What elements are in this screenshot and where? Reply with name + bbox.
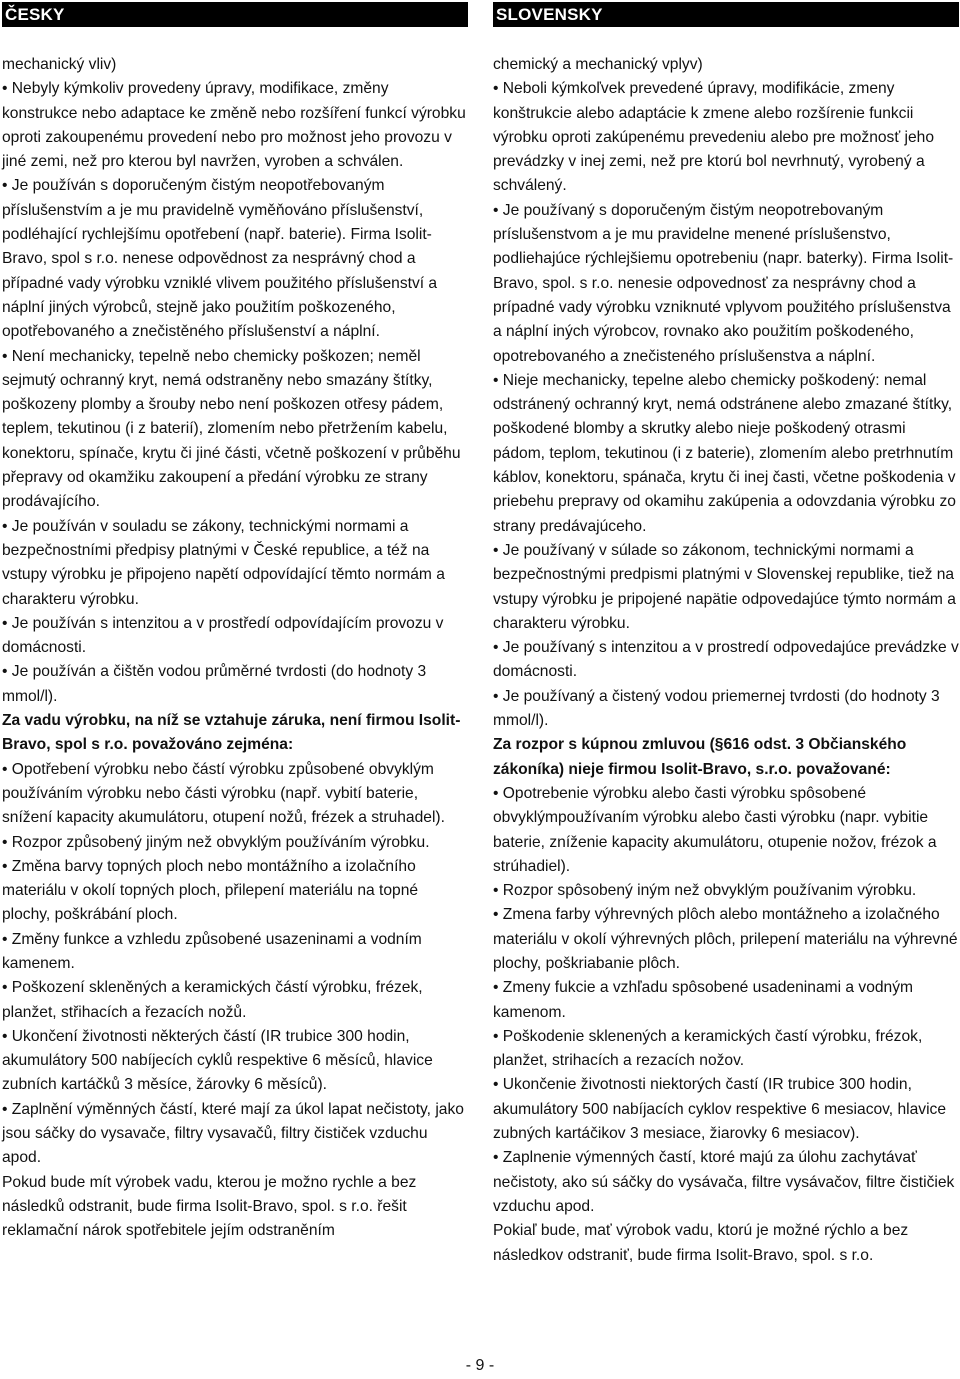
page-number: - 9 - <box>465 1357 495 1374</box>
slovak-paragraph: • Rozpor spôsobený iným než obvyklým používanim výrobku. <box>493 882 917 900</box>
slovak-header: SLOVENSKY <box>493 2 959 27</box>
czech-paragraph: • Nebyly kýmkoliv provedeny úpravy, modifikace, změny konstrukce nebo adaptace ke změně nebo rozšíření funkcí výrobku oproti zakoupenému provedení nebo pro možnost jeho provozu v jiné zemi, než pro kterou byl navržen, vyroben a schválen. <box>2 80 466 171</box>
slovak-paragraph: • Zmeny fukcie a vzhľadu spôsobené usadeninami a vodným kamenom. <box>493 979 914 1021</box>
czech-paragraph: • Je používán a čištěn vodou průměrné tvrdosti (do hodnoty 3 mmol/l). <box>2 663 427 705</box>
slovak-paragraph: • Je používaný s doporučeným čistým neopotrebovaným príslušenstvom a je mu pravidelne menené príslušenstvo, podliehajúce rýchlejšiemu opotrebeniu (napr. baterky). Firma Isolit-Bravo, spol. s r.o. nenesie odpovednosť za nesprávny chod a prípadné vady výrobku vzniknuté vplyvom použitého príslušenstva a náplní iných výrobcov, rovnako ako použitím poškodeného, opotrebovaného a znečisteného príslušenstva a náplní. <box>493 201 954 365</box>
czech-column <box>2 2 468 1244</box>
slovak-paragraph: • Ukončenie životnosti niektorých častí (IR trubice 300 hodin, akumulátory 500 nabíjacích cyklov respektive 6 mesiacov, hlavice zubných kartáčikov 3 mesiace, žiarovky 6 mesiacov). <box>493 1076 947 1143</box>
slovak-paragraph: • Poškodenie sklenených a keramických častí výrobku, frézok, planžet, strihacích a rezacích nožov. <box>493 1027 923 1070</box>
czech-paragraph: • Je používán s intenzitou a v prostředí odpovídajícím provozu v domácnosti. <box>2 614 444 657</box>
slovak-paragraph: • Je používaný a čistený vodou priemernej tvrdosti (do hodnoty 3 mmol/l). <box>493 687 940 730</box>
slovak-column <box>493 2 959 1268</box>
czech-paragraph: • Zaplnění výměnných částí, které mají za úkol lapat nečistoty, jako jsou sáčky do vysavače, filtry vysavačů, filtry čističek vzduchu apod. <box>2 1100 464 1167</box>
czech-paragraph: mechanický vliv) <box>2 56 117 73</box>
czech-paragraph: • Změna barvy topných ploch nebo montážního a izolačního materiálu v okolí topných ploch, přilepení materiálu na topné plochy, poškrábání ploch. <box>2 857 419 924</box>
slovak-paragraph: • Je používaný s intenzitou a v prostredí odpovedajúce prevádzke v domácnosti. <box>493 639 959 681</box>
czech-paragraph: • Ukončení životnosti některých částí (IR trubice 300 hodin, akumulátory 500 nabíjecích cyklů respektive 6 měsíců, hlavice zubních kartáčků 3 měsíce, žárovky 6 měsíců). <box>2 1027 433 1094</box>
slovak-paragraph: chemický a mechanický vplyv) <box>493 56 703 73</box>
slovak-paragraph: • Opotrebenie výrobku alebo časti výrobku spôsobené obvyklýmpoužívaním výrobku alebo časti výrobku (napr. vybitie baterie, zníženie kapacity akumulátoru, otupenie nožov, frézok a strúhadiel). <box>493 784 937 875</box>
czech-paragraph: • Je používán v souladu se zákony, technickými normami a bezpečnostními předpisy platnými v České republice, a též na vstupy výrobku je připojeno napětí odpovídající těmto normám a charakteru výrobku. <box>2 517 445 608</box>
slovak-body <box>493 27 959 1268</box>
czech-header: ČESKY <box>2 2 468 27</box>
slovak-paragraph: Pokiaľ bude, mať výrobok vadu, ktorú je možné rýchlo a bez následkov odstraniť, bude firma Isolit-Bravo, spol. s r.o. <box>493 1222 909 1264</box>
czech-paragraph: • Rozpor způsobený jiným než obvyklým používáním výrobku. <box>2 833 430 851</box>
slovak-paragraph: • Je používaný v súlade so zákonom, technickými normami a bezpečnostnými predpismi platnými v Slovenskej republike, tiež na vstupy výrobku je pripojené napätie odpovedajúce týmto normám a charakteru výrobku. <box>493 541 956 632</box>
slovak-paragraph: • Zaplnenie výmenných častí, ktoré majú za úlohu zachytávať nečistoty, ako sú sáčky do vysávača, filtre vysávačov, filtre čističiek vzduchu apod. <box>493 1149 955 1215</box>
slovak-paragraph: • Nieje mechanicky, tepelne alebo chemicky poškodený: nemal odstránený ochranný kryt, nemá odstránene alebo zmazané štítky, poškodené blomby a skrutky alebo nieje poškodený otrasmi pádom, teplom, tekutinou (i z baterie), zlomením alebo pretrhnutím káblov, konektoru, spánača, krytu či inej časti, včetne poškodenia v priebehu prepravy od okamihu zakúpenia a odovzdania výrobku zo strany predávajúceho. <box>493 371 956 535</box>
czech-bold-heading: Za vadu výrobku, na níž se vztahuje záruka, není firmou Isolit-Bravo, spol s r.o. považováno zejména: <box>2 712 461 754</box>
czech-paragraph: • Je používán s doporučeným čistým neopotřebovaným příslušenstvím a je mu pravidelně vyměňováno příslušenství, podléhající rychlejšímu opotřebení (např. baterie). Firma Isolit-Bravo, spol s r.o. nenese odpovědnost za nesprávný chod a případné vady výrobku vzniklé vlivem použitého příslušenství a náplní jiných výrobců, stejně jako použitím poškozeného, opotřebovaného a znečistěného příslušenství a náplní. <box>2 177 438 341</box>
czech-paragraph: Pokud bude mít výrobek vadu, kterou je možno rychle a bez následků odstranit, bude firma Isolit-Bravo, spol. s r.o. řešit reklamační nárok spotřebitele jejím odstraněním <box>2 1173 417 1240</box>
slovak-paragraph: • Zmena farby výhrevných plôch alebo montážneho a izolačného materiálu v okolí výhrevných plôch, prilepení materiálu na výhrevné plochy, poškriabanie plôch. <box>493 906 958 972</box>
czech-paragraph: • Změny funkce a vzhledu způsobené usazeninami a vodním kamenem. <box>2 930 422 972</box>
slovak-bold-heading: Za rozpor s kúpnou zmluvou (§616 odst. 3 Občianského zákoníka) nieje firmou Isolit-Bravo, s.r.o. považované: <box>493 736 907 778</box>
czech-paragraph: • Není mechanicky, tepelně nebo chemicky poškozen; neměl sejmutý ochranný kryt, nemá odstraněny nebo smazány štítky, poškozeny plomby a šrouby nebo není poškozen otřesy pádem, teplem, tekutinou (i z baterií), zlomením nebo přetržením kabelu, konektoru, spínače, krytu či jiné části, včetně poškození v průběhu přepravy od okamžiku zakoupení a předání výrobku ze strany prodávajícího. <box>2 347 461 511</box>
czech-paragraph: • Poškození skleněných a keramických částí výrobku, frézek, planžet, střihacích a řezacích nožů. <box>2 979 423 1021</box>
czech-body <box>2 27 468 1244</box>
slovak-paragraph: • Neboli kýmkoľvek prevedené úpravy, modifikácie, zmeny konštrukcie alebo adaptácie k zmene alebo rozšírenie funkcii výrobku oproti zakúpenému prevedeniu alebo pre možnosť jeho prevádzky v inej zemi, než pre ktorú bol nevrhnutý, vyrobený a schválený. <box>493 80 935 195</box>
czech-paragraph: • Opotřebení výrobku nebo částí výrobku způsobené obvyklým používáním výrobku nebo části výrobku (např. vybití baterie, snížení kapacity akumulátoru, otupení nožů, frézek a struhadel). <box>2 760 445 827</box>
